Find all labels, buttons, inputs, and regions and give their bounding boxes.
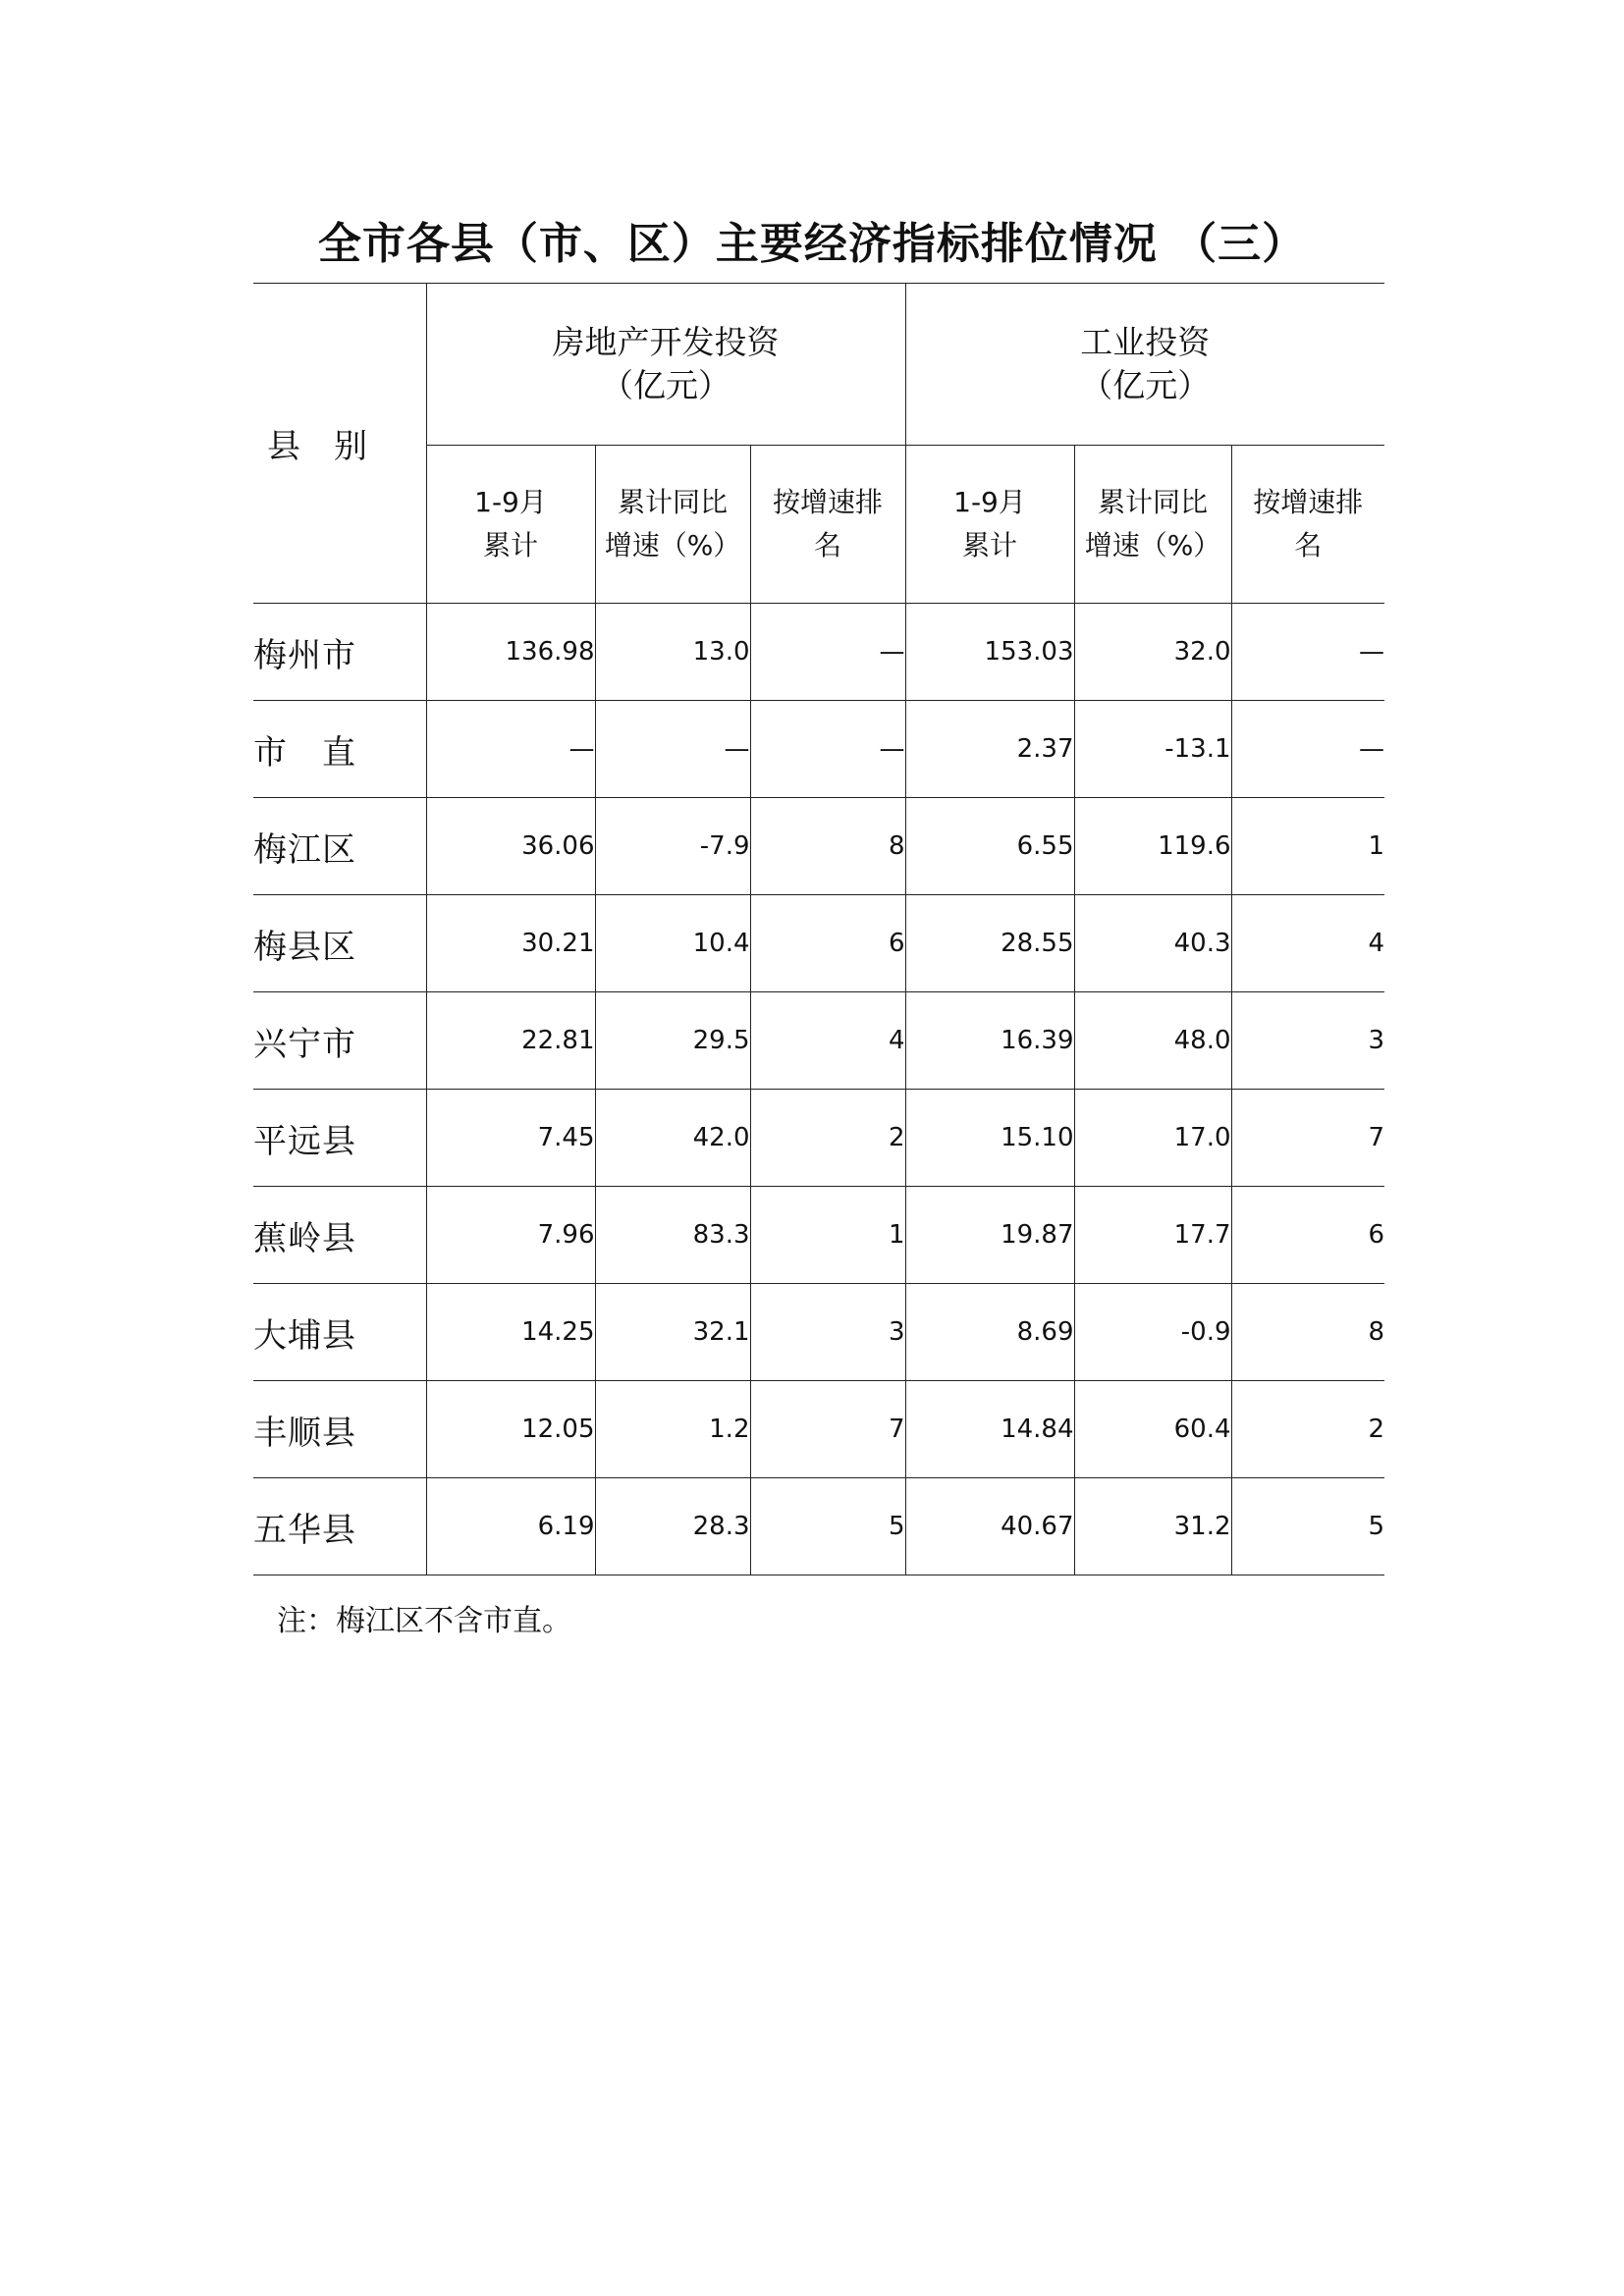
indicator-table	[253, 283, 1384, 1575]
ind-growth-cell: 119.6	[1074, 798, 1231, 895]
ind-total-cell: 8.69	[905, 1284, 1074, 1381]
ind-growth-cell: 17.0	[1074, 1090, 1231, 1187]
industrial-title: 工业投资	[1080, 323, 1211, 361]
re-cumulative-header: 1-9月 累计	[426, 446, 595, 604]
ind-rank-cell: 2	[1231, 1381, 1384, 1478]
ind-rank-cell: 5	[1231, 1478, 1384, 1575]
county-name: 五华县	[253, 1478, 426, 1575]
re-growth-cell: 13.0	[595, 604, 750, 701]
real-estate-unit: （亿元）	[601, 366, 731, 404]
table-row	[253, 1187, 1384, 1284]
ind-total-cell: 153.03	[905, 604, 1074, 701]
re-total-cell: 22.81	[426, 992, 595, 1090]
ind-growth-cell: 48.0	[1074, 992, 1231, 1090]
re-rank-cell: 7	[750, 1381, 905, 1478]
ind-growth-cell: 32.0	[1074, 604, 1231, 701]
re-rank-cell: 8	[750, 798, 905, 895]
re-growth-cell: 83.3	[595, 1187, 750, 1284]
table-row	[253, 798, 1384, 895]
ind-total-cell: 6.55	[905, 798, 1074, 895]
re-total-cell: 136.98	[426, 604, 595, 701]
re-rank-cell: —	[750, 604, 905, 701]
industrial-header	[905, 284, 1384, 446]
page-title: 全市各县（市、区）主要经济指标排位情况 （三）	[317, 219, 1307, 269]
ind-rank-cell: 1	[1231, 798, 1384, 895]
re-growth-cell: 1.2	[595, 1381, 750, 1478]
ind-rank-cell: 3	[1231, 992, 1384, 1090]
footnote: 注：梅江区不含市直。	[277, 1604, 571, 1638]
ind-rank-header: 按增速排 名	[1231, 446, 1384, 604]
table-body	[253, 604, 1384, 1575]
ind-rank-cell: 7	[1231, 1090, 1384, 1187]
table-row	[253, 1090, 1384, 1187]
table-row	[253, 1381, 1384, 1478]
ind-total-cell: 40.67	[905, 1478, 1074, 1575]
ind-growth-cell: -0.9	[1074, 1284, 1231, 1381]
re-growth-cell: 42.0	[595, 1090, 750, 1187]
re-rank-header: 按增速排 名	[750, 446, 905, 604]
county-name: 梅州市	[253, 604, 426, 701]
re-rank-cell: 3	[750, 1284, 905, 1381]
table-row	[253, 992, 1384, 1090]
ind-total-cell: 28.55	[905, 895, 1074, 992]
re-total-cell: 7.45	[426, 1090, 595, 1187]
ind-growth-cell: 17.7	[1074, 1187, 1231, 1284]
ind-growth-cell: 31.2	[1074, 1478, 1231, 1575]
re-growth-cell: 28.3	[595, 1478, 750, 1575]
re-total-cell: 30.21	[426, 895, 595, 992]
county-name: 兴宁市	[253, 992, 426, 1090]
re-total-cell: 36.06	[426, 798, 595, 895]
ind-total-cell: 2.37	[905, 701, 1074, 798]
re-growth-cell: 32.1	[595, 1284, 750, 1381]
county-name: 梅县区	[253, 895, 426, 992]
ind-growth-header: 累计同比 增速（%）	[1074, 446, 1231, 604]
re-growth-cell: —	[595, 701, 750, 798]
county-name: 梅江区	[253, 798, 426, 895]
industrial-unit: （亿元）	[1080, 366, 1211, 404]
real-estate-title: 房地产开发投资	[552, 323, 780, 361]
re-growth-cell: -7.9	[595, 798, 750, 895]
ind-total-cell: 19.87	[905, 1187, 1074, 1284]
re-rank-cell: 1	[750, 1187, 905, 1284]
ind-growth-cell: -13.1	[1074, 701, 1231, 798]
table-row	[253, 701, 1384, 798]
county-name: 大埔县	[253, 1284, 426, 1381]
ind-total-cell: 16.39	[905, 992, 1074, 1090]
county-name: 市 直	[253, 701, 426, 798]
re-growth-header: 累计同比 增速（%）	[595, 446, 750, 604]
county-name: 平远县	[253, 1090, 426, 1187]
ind-rank-cell: 8	[1231, 1284, 1384, 1381]
table-row	[253, 604, 1384, 701]
re-rank-cell: 5	[750, 1478, 905, 1575]
ind-growth-cell: 60.4	[1074, 1381, 1231, 1478]
re-growth-cell: 29.5	[595, 992, 750, 1090]
county-header: 县 别	[253, 284, 426, 604]
re-total-cell: 7.96	[426, 1187, 595, 1284]
ind-rank-cell: 6	[1231, 1187, 1384, 1284]
ind-total-cell: 14.84	[905, 1381, 1074, 1478]
ind-cumulative-header: 1-9月 累计	[905, 446, 1074, 604]
re-total-cell: —	[426, 701, 595, 798]
ind-rank-cell: 4	[1231, 895, 1384, 992]
table-row	[253, 1478, 1384, 1575]
ind-rank-cell: —	[1231, 701, 1384, 798]
re-growth-cell: 10.4	[595, 895, 750, 992]
ind-total-cell: 15.10	[905, 1090, 1074, 1187]
re-rank-cell: 4	[750, 992, 905, 1090]
table-row	[253, 895, 1384, 992]
re-total-cell: 6.19	[426, 1478, 595, 1575]
county-name: 蕉岭县	[253, 1187, 426, 1284]
re-total-cell: 14.25	[426, 1284, 595, 1381]
ind-growth-cell: 40.3	[1074, 895, 1231, 992]
re-rank-cell: 2	[750, 1090, 905, 1187]
ind-rank-cell: —	[1231, 604, 1384, 701]
real-estate-header	[426, 284, 905, 446]
re-rank-cell: —	[750, 701, 905, 798]
county-name: 丰顺县	[253, 1381, 426, 1478]
re-total-cell: 12.05	[426, 1381, 595, 1478]
table-row	[253, 1284, 1384, 1381]
re-rank-cell: 6	[750, 895, 905, 992]
